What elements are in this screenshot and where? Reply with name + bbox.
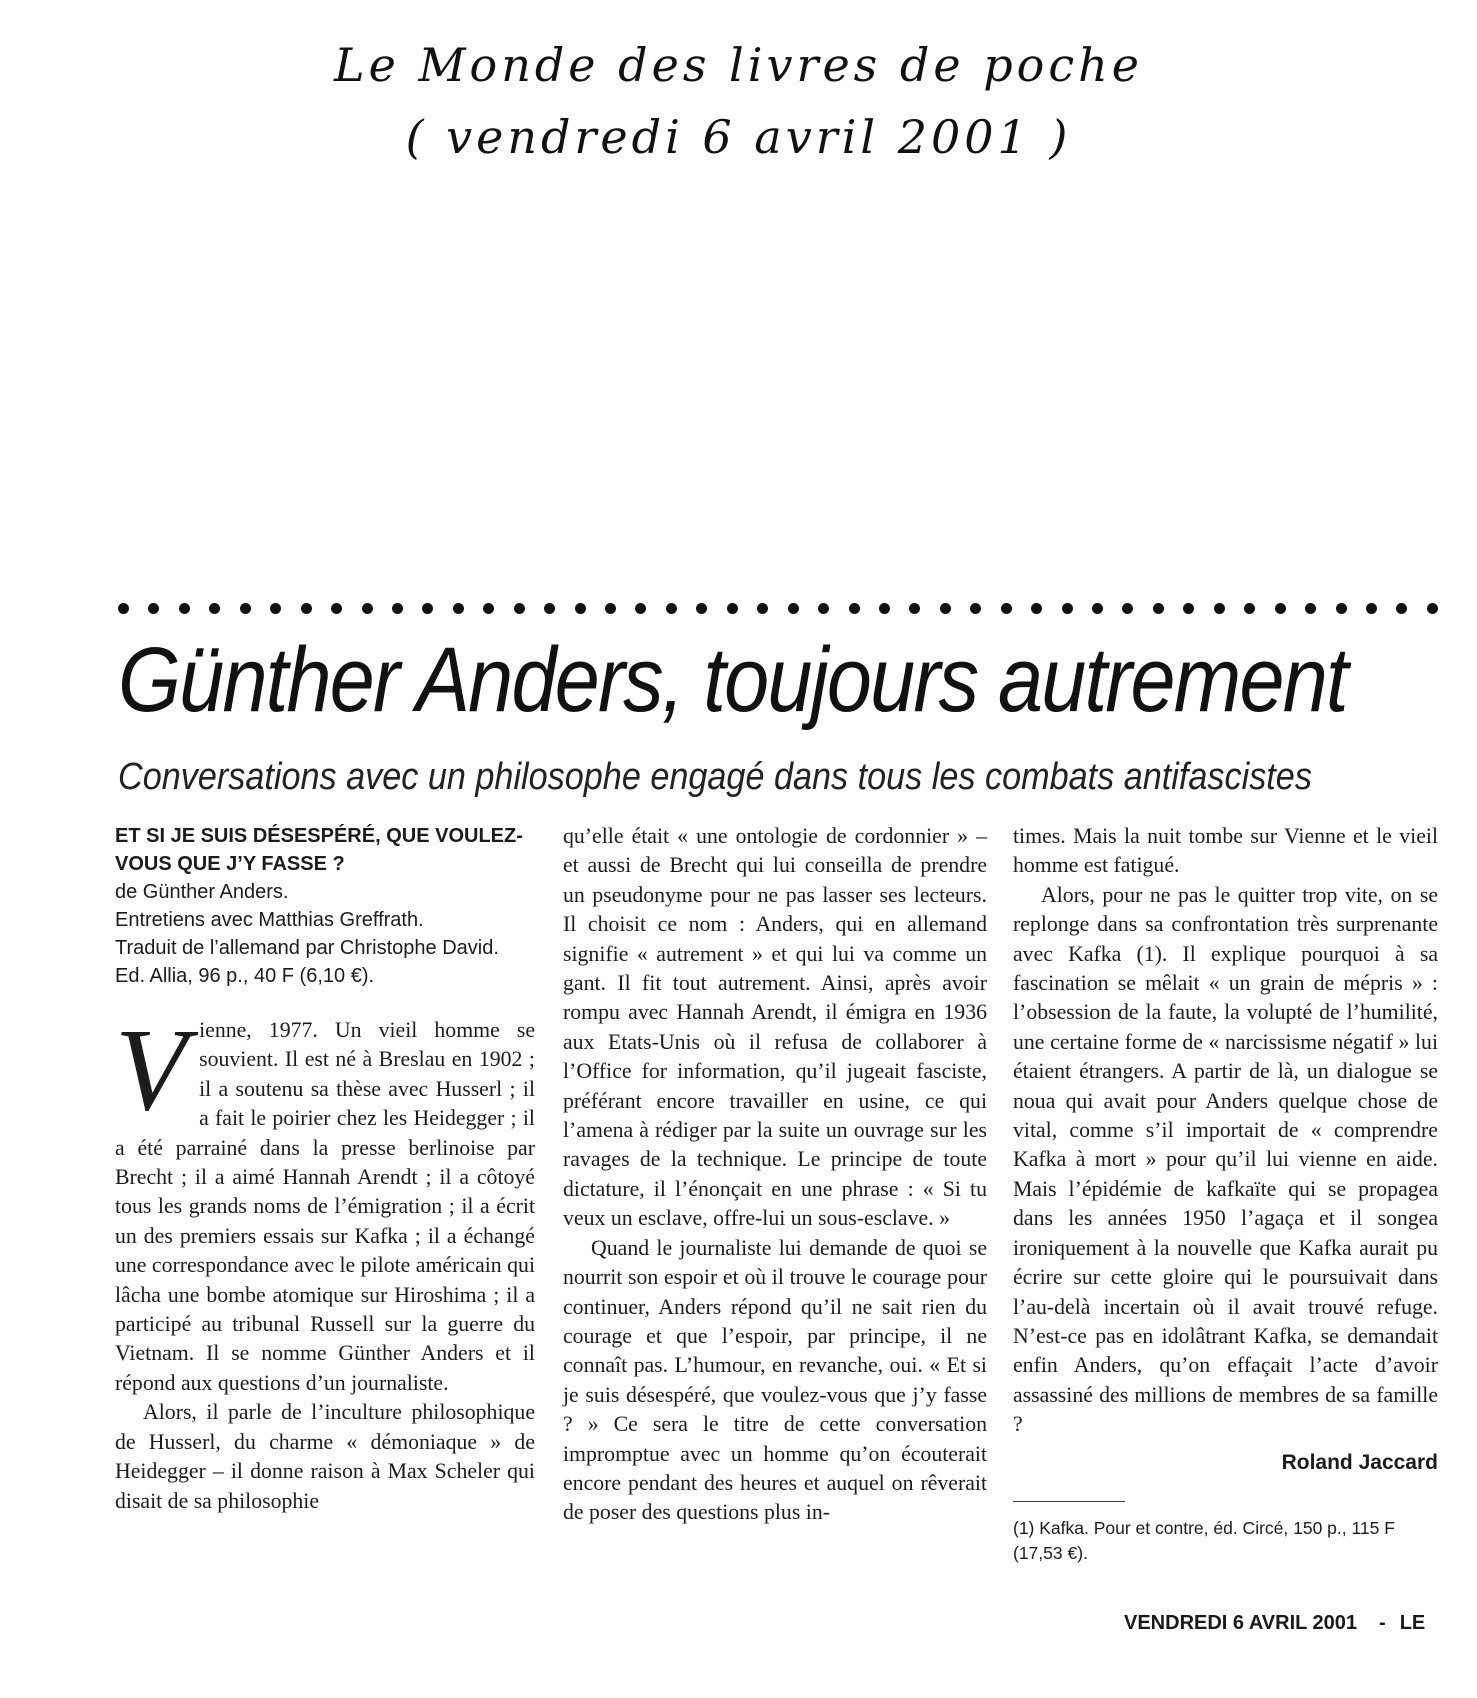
rule-dot xyxy=(148,603,159,614)
article-paragraph: qu’elle était « une ontologie de cordonnier » – et aussi de Brecht qui lui conseilla de prendre un pseudonyme pour ne pas lasser ses lecteurs. Il choisit ce nom : Anders, qui en allemand signifie « autrement » et qui lui va comme un gant. Il fit tout autrement. Ainsi, après avoir rompu avec Hannah Arendt, il émigra en 1936 aux Etats-Unis où il refusa de collaborer à l’Office for information, qu’il jugeait fasciste, préférant encore travailler en usine, ce qui l’amena à rédiger par la suite un ouvrage sur les ravages de la technique. Le principe de toute dictature, il l’énonçait en une phrase : « Si tu veux un esclave, offre-lui un sous-esclave. » xyxy=(563,824,987,1231)
rule-dot xyxy=(818,603,829,614)
footnote: (1) Kafka. Pour et contre, éd. Circé, 150 p., 115 F (17,53 €). xyxy=(1013,1517,1395,1563)
footnote-rule xyxy=(1013,1501,1125,1502)
book-title: ET SI JE SUIS DÉSESPÉRÉ, QUE VOULEZ-VOUS QUE J’Y FASSE ? xyxy=(115,825,523,875)
rule-dot xyxy=(1153,603,1164,614)
rule-dot xyxy=(696,603,707,614)
book-publisher: Ed. Allia, 96 p., 40 F (6,10 €). xyxy=(115,965,375,987)
dotted-rule xyxy=(118,598,1438,618)
rule-dot xyxy=(1275,603,1286,614)
rule-dot xyxy=(1366,603,1377,614)
author-signature: Roland Jaccard xyxy=(1281,1450,1438,1474)
rule-dot xyxy=(209,603,220,614)
book-info xyxy=(115,878,535,990)
article-paragraph: Alors, pour ne pas le quitter trop vite, on se replonge dans sa confrontation très surprenante avec Kafka (1). Il explique pourquoi à sa fascination se mêlait « un grain de mépris » : l’obsession de la faute, la volupté de l’humilité, une certaine forme de « narcissisme négatif » lui étaient étrangers. A partir de là, un dialogue se noua qui avait pour Anders quelque chose de vital, comme s’il importait de « comprendre Kafka à mort » pour qu’il lui vienne en aide. Mais l’épidémie de kafkaïte qui se propagea dans les années 1950 l’agaça et il songea ironiquement à la nouvelle que Kafka aurait pu écrire sur cette gloire qui le poursuivait dans l’au-delà incertain où il avait trouvé refuge. N’est-ce pas en idolâtrant Kafka, se demandait enfin Anders, qu’on effaçait l’acte d’avoir assassiné des millions de membres de sa famille ? xyxy=(1013,882,1438,1437)
rule-dot xyxy=(1183,603,1194,614)
rule-dot xyxy=(392,603,403,614)
rule-dot xyxy=(727,603,738,614)
headline: Günther Anders, toujours autrement xyxy=(118,629,1347,731)
rule-dot xyxy=(301,603,312,614)
folio-separator: - xyxy=(1379,1612,1386,1634)
handwritten-note-line2: ( vendredi 6 avril 2001 ) xyxy=(405,110,1072,164)
rule-dot xyxy=(453,603,464,614)
rule-dot xyxy=(240,603,251,614)
rule-dot xyxy=(1062,603,1073,614)
rule-dot xyxy=(483,603,494,614)
folio-date: VENDREDI 6 AVRIL 2001 xyxy=(1124,1612,1358,1634)
rule-dot xyxy=(788,603,799,614)
rule-dot xyxy=(849,603,860,614)
rule-dot xyxy=(879,603,890,614)
book-author: de Günther Anders. xyxy=(115,881,289,903)
rule-dot xyxy=(666,603,677,614)
rule-dot xyxy=(1244,603,1255,614)
subheadline: Conversations avec un philosophe engagé dans tous les combats antifascistes xyxy=(118,756,1312,798)
rule-dot xyxy=(514,603,525,614)
rule-dot xyxy=(179,603,190,614)
article-paragraph: Alors, il parle de l’inculture philosophique de Husserl, du charme « démoniaque » de Heidegger – il donne raison à Max Scheler qui disait de sa philosophie xyxy=(115,1400,535,1513)
folio-paper: LE xyxy=(1399,1612,1426,1634)
rule-dot xyxy=(605,603,616,614)
column-2 xyxy=(563,822,987,1528)
rule-dot xyxy=(1092,603,1103,614)
book-translation: Traduit de l’allemand par Christophe David. xyxy=(115,937,499,959)
column-3 xyxy=(1013,822,1438,1566)
paragraph-text: ienne, 1977. Un vieil homme se souvient. Il est né à Breslau en 1902 ; il a soutenu sa thèse avec Husserl ; il a fait le poirier chez les Heidegger ; il a été parrainé dans la presse berlinoise par Brecht ; il a aimé Hannah Arendt ; il a côtoyé tous les grands noms de l’émigration ; il a écrit un des premiers essais sur Kafka ; il a échangé une correspondance avec le pilote américain qui lâcha une bombe atomique sur Hiroshima ; il a participé au tribunal Russell sur la guerre du Vietnam. Il se nomme Günther Anders et il répond aux questions d’un journaliste. xyxy=(115,1018,535,1395)
rule-dot xyxy=(909,603,920,614)
rule-dot xyxy=(270,603,281,614)
rule-dot xyxy=(1396,603,1407,614)
rule-dot xyxy=(422,603,433,614)
rule-dot xyxy=(940,603,951,614)
article-paragraph xyxy=(115,1004,535,1398)
rule-dot xyxy=(544,603,555,614)
handwritten-note-line1: Le Monde des livres de poche xyxy=(334,38,1143,92)
rule-dot xyxy=(970,603,981,614)
rule-dot xyxy=(331,603,342,614)
article-paragraph: Quand le journaliste lui demande de quoi se nourrit son espoir et où il trouve le courage pour continuer, Anders répond qu’il ne sait rien du courage et que l’espoir, par principe, il ne connaît pas. L’humour, en revanche, oui. « Et si je suis désespéré, que voulez-vous que j’y fasse ? » Ce sera le titre de cette conversation impromptue avec un homme qu’on écouterait encore pendant des heures et auquel on rêverait de poser des questions plus in- xyxy=(563,1235,987,1525)
rule-dot xyxy=(635,603,646,614)
rule-dot xyxy=(575,603,586,614)
rule-dot xyxy=(1336,603,1347,614)
rule-dot xyxy=(757,603,768,614)
page-folio xyxy=(1124,1612,1425,1635)
rule-dot xyxy=(118,603,129,614)
rule-dot xyxy=(1305,603,1316,614)
rule-dot xyxy=(1427,603,1438,614)
rule-dot xyxy=(1214,603,1225,614)
drop-cap: V xyxy=(115,1004,188,1135)
rule-dot xyxy=(1031,603,1042,614)
rule-dot xyxy=(1122,603,1133,614)
rule-dot xyxy=(1001,603,1012,614)
article-paragraph: times. Mais la nuit tombe sur Vienne et le vieil homme est fatigué. xyxy=(1013,824,1438,878)
book-interviews: Entretiens avec Matthias Greffrath. xyxy=(115,909,424,931)
rule-dot xyxy=(362,603,373,614)
column-1 xyxy=(115,822,535,1516)
